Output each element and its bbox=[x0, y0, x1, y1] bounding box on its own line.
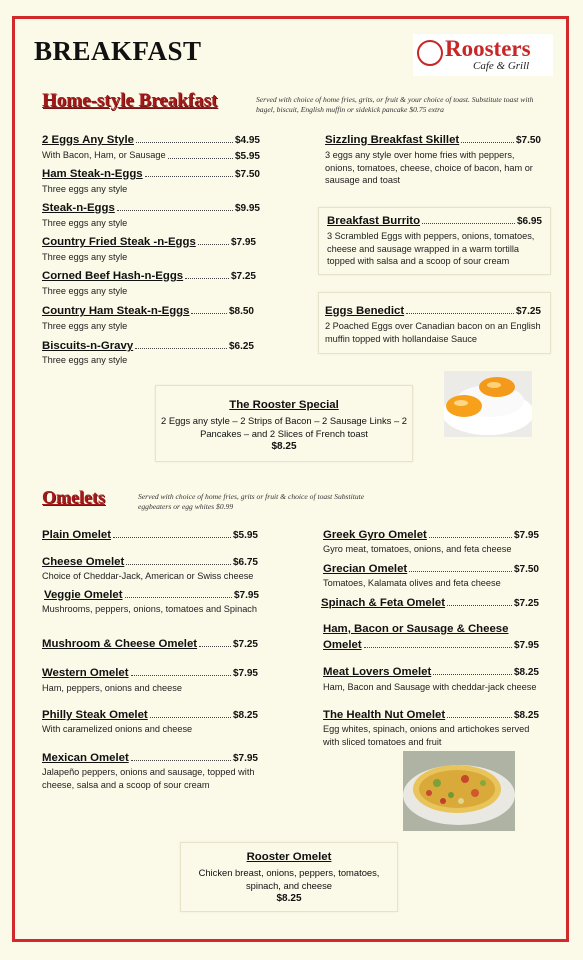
item-name: Ham, Bacon or Sausage & Cheese bbox=[323, 623, 509, 635]
item-price: $7.25 bbox=[513, 598, 539, 609]
menu-item bbox=[42, 202, 260, 214]
rooster-icon bbox=[417, 40, 443, 66]
menu-item bbox=[42, 236, 256, 248]
item-desc: Ham, peppers, onions and cheese bbox=[42, 683, 182, 693]
item-price: $7.95 bbox=[513, 530, 539, 541]
item-price: $5.95 bbox=[234, 150, 260, 162]
item-price: $8.25 bbox=[513, 710, 539, 721]
menu-item bbox=[42, 709, 258, 721]
menu-item bbox=[325, 134, 541, 146]
item-desc: Gyro meat, tomatoes, onions, and feta cheese bbox=[323, 544, 512, 554]
menu-item bbox=[42, 305, 254, 317]
item-desc: 2 Poached Eggs over Canadian bacon on an English muffin topped with hollandaise Sauce bbox=[325, 321, 541, 344]
item-price: $7.95 bbox=[513, 640, 539, 651]
rooster-omelet bbox=[183, 851, 395, 905]
menu-item bbox=[323, 709, 539, 721]
item-price: $7.95 bbox=[232, 753, 258, 764]
menu-item bbox=[323, 563, 539, 575]
menu-item bbox=[44, 589, 259, 601]
item-name: Biscuits-n-Gravy bbox=[42, 340, 134, 352]
item-desc: Egg whites, spinach, onions and artichokes served with sliced tomatoes and fruit bbox=[323, 724, 530, 747]
item-name: Spinach & Feta Omelet bbox=[321, 597, 446, 609]
menu-item bbox=[325, 305, 541, 317]
item-desc: Three eggs any style bbox=[42, 252, 128, 262]
omelet-photo bbox=[403, 751, 515, 831]
item-name: The Health Nut Omelet bbox=[323, 709, 446, 721]
omelets-note: Served with choice of home fries, grits or fruit & choice of toast Substitute eggbeaters or egg whites $0.99 bbox=[138, 492, 365, 511]
menu-item bbox=[42, 752, 258, 764]
item-price: $6.25 bbox=[228, 341, 254, 352]
item-desc: Three eggs any style bbox=[42, 218, 128, 228]
menu-item bbox=[42, 529, 258, 541]
item-price: $5.95 bbox=[232, 530, 258, 541]
item-desc: Three eggs any style bbox=[42, 355, 128, 365]
item-desc: Three eggs any style bbox=[42, 286, 128, 296]
item-name: Steak-n-Eggs bbox=[42, 202, 115, 214]
item-name: Country Fried Steak -n-Eggs bbox=[42, 236, 196, 248]
item-name: Plain Omelet bbox=[42, 529, 112, 541]
menu-item bbox=[321, 597, 539, 609]
item-name: Country Ham Steak-n-Eggs bbox=[42, 305, 190, 317]
item-name: Eggs Benedict bbox=[325, 305, 405, 317]
item-name: Ham Steak-n-Eggs bbox=[42, 168, 143, 180]
item-name: Veggie Omelet bbox=[44, 589, 123, 601]
homestyle-note: Served with choice of home fries, grits, or fruit & your choice of toast. Substitute toast with bagel, biscuit, English muffin or sidekick pancake $0.75 extra bbox=[256, 95, 534, 114]
item-price: $6.75 bbox=[232, 557, 258, 568]
menu-item bbox=[323, 623, 508, 635]
item-name: Greek Gyro Omelet bbox=[323, 529, 427, 541]
menu-item bbox=[42, 340, 254, 352]
item-name: Breakfast Burrito bbox=[327, 215, 421, 227]
item-name: Sizzling Breakfast Skillet bbox=[325, 134, 460, 146]
item-name: Mexican Omelet bbox=[42, 752, 129, 764]
item-price: $7.95 bbox=[230, 237, 256, 248]
special-desc: 2 Eggs any style – 2 Strips of Bacon – 2 Sausage Links – 2 Pancakes – and 2 Slices of French toast bbox=[161, 415, 407, 439]
roosters-logo bbox=[413, 34, 553, 76]
item-desc: Mushrooms, peppers, onions, tomatoes and Spinach bbox=[42, 604, 258, 614]
item-price: $7.50 bbox=[234, 169, 260, 180]
item-name: Cheese Omelet bbox=[42, 556, 125, 568]
logo-subtitle: Cafe & Grill bbox=[473, 60, 530, 72]
item-desc: Ham, Bacon and Sausage with cheddar-jack cheese bbox=[323, 682, 537, 692]
menu-item bbox=[42, 667, 258, 679]
menu-item bbox=[323, 529, 539, 541]
item-name: 2 Eggs Any Style bbox=[42, 134, 134, 146]
item-desc: Tomatoes, Kalamata olives and feta cheese bbox=[323, 578, 501, 588]
item-desc: Choice of Cheddar-Jack, American or Swiss cheese bbox=[42, 571, 254, 581]
item-price: $6.95 bbox=[516, 216, 542, 227]
omelets-heading: Omelets bbox=[42, 487, 105, 507]
menu-item bbox=[42, 149, 260, 162]
item-price: $7.95 bbox=[232, 668, 258, 679]
item-desc: 3 eggs any style over home fries with peppers, onions, tomatoes, cheese, choice of bacon, ham or sausage and toast bbox=[325, 150, 533, 186]
item-desc: Three eggs any style bbox=[42, 184, 128, 194]
menu-item bbox=[323, 639, 539, 651]
item-name: Omelet bbox=[323, 639, 362, 651]
menu-item bbox=[42, 168, 260, 180]
special-price: $8.25 bbox=[276, 893, 302, 904]
fried-eggs-photo bbox=[444, 371, 532, 437]
item-price: $8.50 bbox=[228, 306, 254, 317]
item-price: $7.50 bbox=[513, 564, 539, 575]
item-price: $7.50 bbox=[515, 135, 541, 146]
logo-name: Roosters bbox=[445, 36, 531, 61]
item-desc: Three eggs any style bbox=[42, 321, 128, 331]
item-desc: 3 Scrambled Eggs with peppers, onions, tomatoes, cheese and sausage wrapped in a warm tortilla topped with salsa and a scoop of sour cream bbox=[327, 231, 535, 267]
item-name: Corned Beef Hash-n-Eggs bbox=[42, 270, 184, 282]
page-title: BREAKFAST bbox=[34, 36, 202, 66]
item-price: $8.25 bbox=[513, 667, 539, 678]
item-desc: With caramelized onions and cheese bbox=[42, 724, 193, 734]
item-price: $7.25 bbox=[515, 306, 541, 317]
item-price: $7.25 bbox=[230, 271, 256, 282]
item-price: $4.95 bbox=[234, 135, 260, 146]
item-price: $8.25 bbox=[232, 710, 258, 721]
item-desc: Jalapeño peppers, onions and sausage, topped with cheese, salsa and a scoop of sour cream bbox=[42, 767, 255, 790]
menu-item bbox=[42, 638, 258, 650]
item-price: $9.95 bbox=[234, 203, 260, 214]
special-name: Rooster Omelet bbox=[246, 851, 332, 863]
menu-item bbox=[42, 556, 258, 568]
item-name: Western Omelet bbox=[42, 667, 129, 679]
rooster-special bbox=[158, 399, 410, 453]
menu-item bbox=[42, 270, 256, 282]
menu-item bbox=[327, 215, 542, 227]
item-desc: With Bacon, Ham, or Sausage bbox=[42, 150, 166, 160]
item-name: Grecian Omelet bbox=[323, 563, 408, 575]
homestyle-heading: Home-style Breakfast bbox=[42, 90, 218, 111]
item-name: Meat Lovers Omelet bbox=[323, 666, 432, 678]
special-price: $8.25 bbox=[271, 441, 297, 452]
item-price: $7.25 bbox=[232, 639, 258, 650]
menu-item bbox=[323, 666, 539, 678]
menu-item bbox=[42, 134, 260, 146]
special-name: The Rooster Special bbox=[229, 399, 339, 411]
item-name: Mushroom & Cheese Omelet bbox=[42, 638, 198, 650]
item-name: Philly Steak Omelet bbox=[42, 709, 148, 721]
special-desc: Chicken breast, onions, peppers, tomatoes, spinach, and cheese bbox=[198, 867, 380, 891]
item-price: $7.95 bbox=[233, 590, 259, 601]
